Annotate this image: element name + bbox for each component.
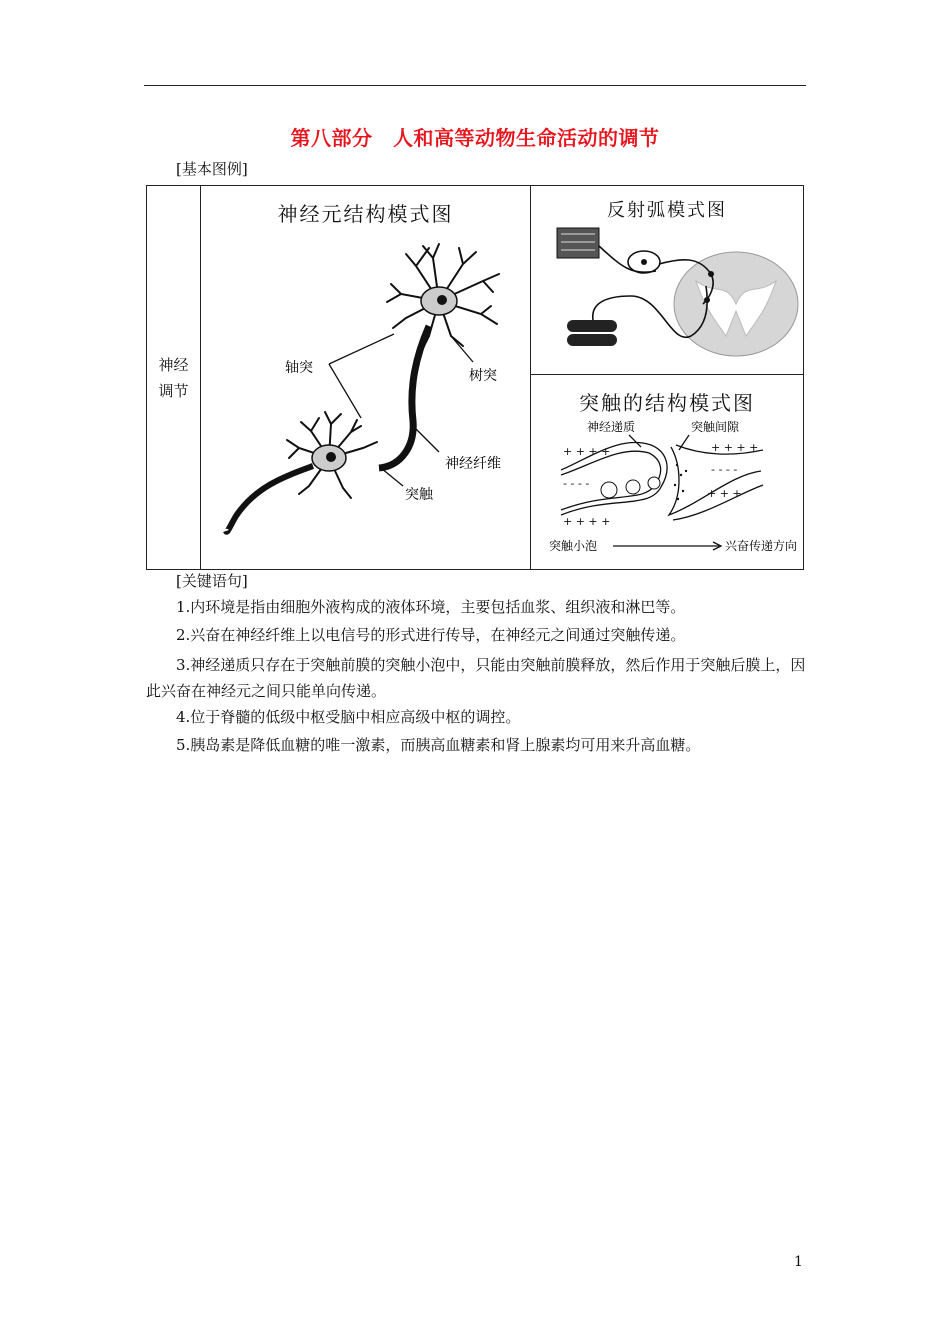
category-cell xyxy=(147,186,201,570)
label-transmission-direction: 兴奋传递方向 xyxy=(725,539,798,553)
neuron-figure-cell xyxy=(201,186,531,570)
label-nerve-fiber: 神经纤维 xyxy=(445,456,501,472)
key-sentence-1: 1.内环境是指由细胞外液构成的液体环境，主要包括血浆、组织液和淋巴等。 xyxy=(176,598,686,616)
reflex-figure-cell xyxy=(531,186,804,375)
page-title: 第八部分 人和高等动物生命活动的调节 xyxy=(290,126,660,150)
label-synaptic-cleft: 突触间隙 xyxy=(691,420,740,434)
svg-text:+ + + +: + + + + xyxy=(563,515,611,528)
synapse-figure-cell xyxy=(531,375,804,570)
svg-text:+ + + +: + + + + xyxy=(563,445,611,458)
label-synaptic-vesicle: 突触小泡 xyxy=(549,539,598,553)
reflex-arc-diagram xyxy=(531,186,803,374)
label-neurotransmitter: 神经递质 xyxy=(587,420,636,434)
svg-text:- - - -: - - - - xyxy=(711,463,738,476)
label-dendrite: 树突 xyxy=(469,368,497,384)
synapse-diagram xyxy=(531,375,803,569)
label-axon: 轴突 xyxy=(285,360,313,376)
neuron-diagram xyxy=(201,186,530,569)
synapse-caption: 突触的结构模式图 xyxy=(579,391,755,415)
svg-text:- - - -: - - - - xyxy=(563,477,590,490)
key-sentence-2: 2.兴奋在神经纤维上以电信号的形式进行传导，在神经元之间通过突触传递。 xyxy=(176,626,686,644)
svg-text:+ + + +: + + + + xyxy=(711,441,759,454)
page-number: 1 xyxy=(794,1254,803,1270)
svg-text:+ + +: + + + xyxy=(707,487,742,500)
header-rule xyxy=(144,85,806,86)
neuron-caption: 神经元结构模式图 xyxy=(277,202,454,226)
label-synapse: 突触 xyxy=(405,487,433,503)
key-sentence-4: 4.位于脊髓的低级中枢受脑中相应高级中枢的调控。 xyxy=(176,708,521,726)
reflex-caption: 反射弧模式图 xyxy=(607,200,727,221)
section-heading-basic: [基本图例] xyxy=(176,160,248,178)
section-heading-key: [关键语句] xyxy=(176,572,248,590)
figure-table xyxy=(146,185,804,570)
key-sentence-5: 5.胰岛素是降低血糖的唯一激素，而胰高血糖素和肾上腺素均可用来升高血糖。 xyxy=(176,736,701,754)
category-label: 神经 调节 xyxy=(158,355,189,400)
key-sentence-3: 3.神经递质只存在于突触前膜的突触小泡中，只能由突触前膜释放，然后作用于突触后膜上，因此兴奋在神经元之间只能单向传递。 xyxy=(146,656,806,700)
